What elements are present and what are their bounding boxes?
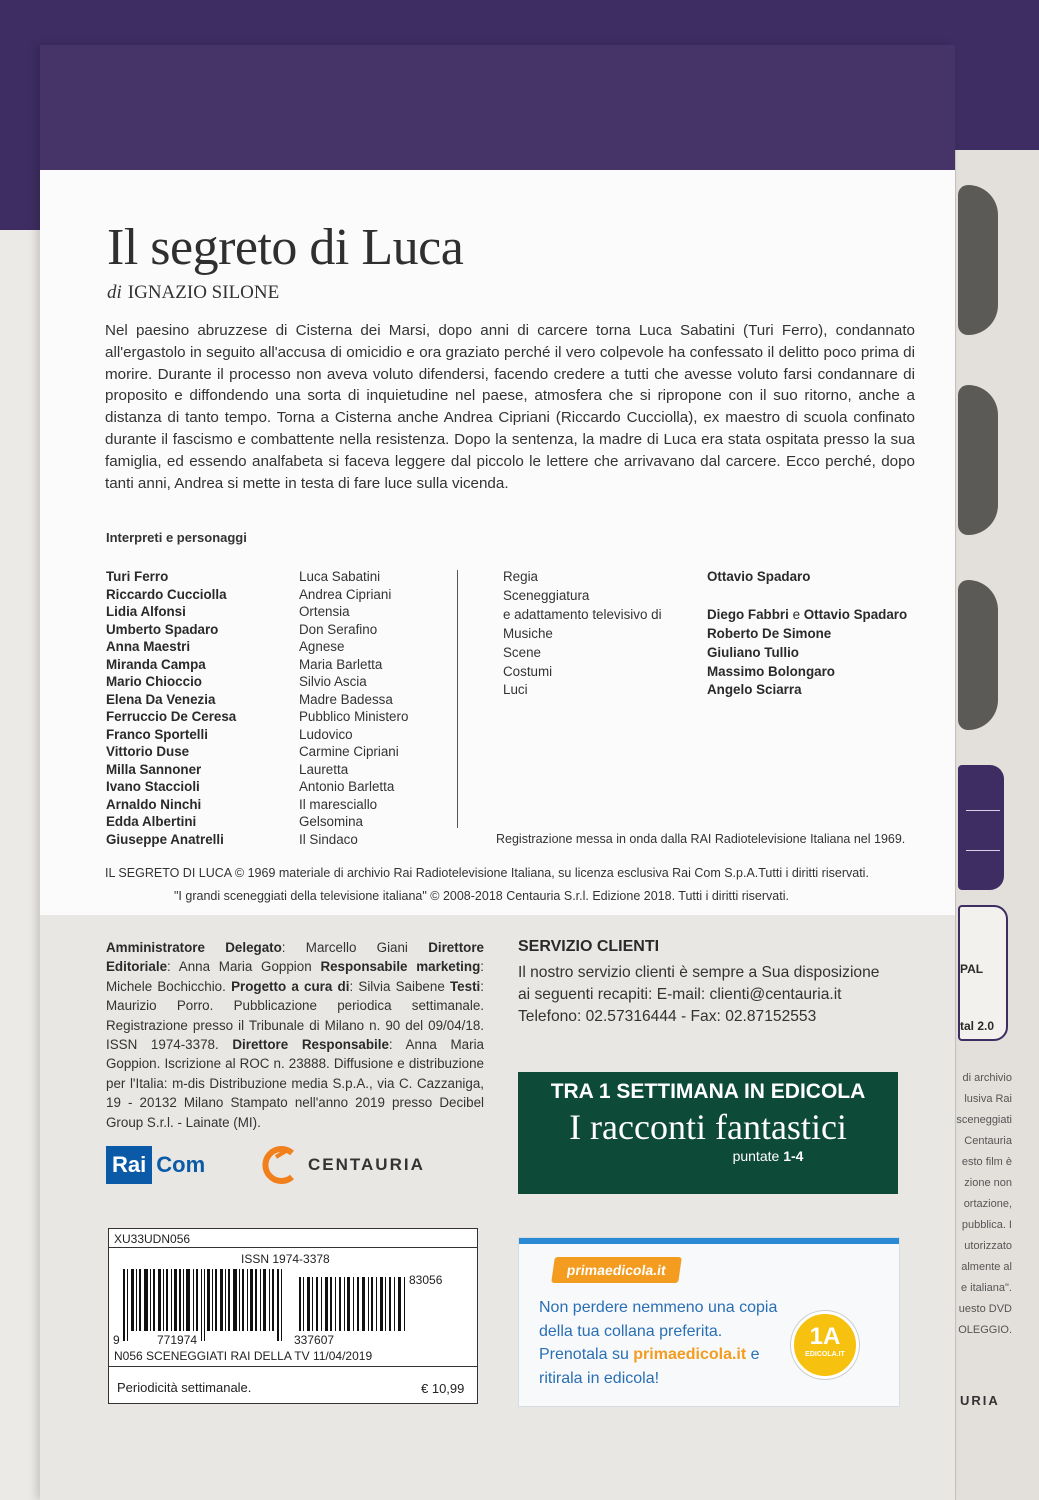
primaedicola-tab: primaedicola.it <box>551 1257 681 1283</box>
cast-actor: Lidia Alfonsi <box>106 604 186 619</box>
side-brand: URIA <box>960 1393 1000 1408</box>
cast-actor: Giuseppe Anatrelli <box>106 831 224 847</box>
side-format-box <box>958 905 1008 1041</box>
episodes-label: puntate <box>732 1148 780 1164</box>
crew-writer: Diego Fabbri <box>707 606 789 622</box>
page-title: Il segreto di Luca <box>107 219 464 276</box>
side-line: uesto DVD <box>958 1303 1012 1315</box>
raicom-logo <box>106 1143 205 1187</box>
barcode-description: N056 SCENEGGIATI RAI DELLA TV 11/04/2019 <box>114 1349 373 1363</box>
customer-service-title: SERVIZIO CLIENTI <box>518 938 660 955</box>
dvd-thumbnail <box>958 385 998 535</box>
author-prefix: di <box>107 282 122 303</box>
cast-actor: Miranda Campa <box>106 656 206 672</box>
badge-text: 1A <box>809 1323 841 1350</box>
cast-actor: Anna Maestri <box>106 639 191 654</box>
cast-role: Il Sindaco <box>299 831 358 847</box>
side-line: Centauria <box>964 1135 1012 1147</box>
ad-line: della tua collana preferita. <box>539 1322 723 1340</box>
author-name: IGNAZIO SILONE <box>127 282 280 303</box>
ad-text: Prenotala su <box>539 1346 634 1363</box>
ad-text: e <box>746 1346 760 1363</box>
customer-service-body <box>518 962 908 1028</box>
cast-actor: Franco Sportelli <box>106 726 208 742</box>
registration-note: Registrazione messa in onda dalla RAI Radiotelevisione Italiana nel 1969. <box>496 832 906 846</box>
barcode-digit: 771974 <box>157 1333 198 1347</box>
cast-roles <box>299 568 408 848</box>
barcode-box <box>108 1228 478 1404</box>
editorial-value: : Michele Bochicchio. <box>106 959 484 994</box>
service-line: Telefono: 02.57316444 - Fax: 02.87152553 <box>518 1008 817 1025</box>
crew-values <box>707 568 907 700</box>
cast-role: Ortensia <box>299 604 350 619</box>
editorial-value: : Anna Maria Goppion. Iscrizione al ROC n. 23888. Diffusione e distribuzione per l'Italia: m-dis Distribuzione media S.p.A., via C. Cazzaniga, 19 - 20132 Milano Stampato nell'anno 2019 presso Decibel Group S.r.l. - Lainate (MI). <box>106 1037 484 1130</box>
author-line <box>107 282 279 304</box>
side-line: almente al <box>961 1261 1012 1273</box>
cast-role: Agnese <box>299 639 345 654</box>
cast-role: Madre Badessa <box>299 691 393 707</box>
crew-writer: Ottavio Spadaro <box>803 606 908 622</box>
ad-line: ritirala in edicola! <box>539 1369 660 1387</box>
primaedicola-text <box>539 1296 777 1390</box>
side-purple-panel <box>958 765 1004 890</box>
next-issue-banner <box>518 1072 898 1194</box>
product-code: XU33UDN056 <box>114 1232 191 1246</box>
format-audio: tal 2.0 <box>960 1019 995 1033</box>
crew-label: e adattamento televisivo di <box>503 606 662 622</box>
barcode-digit: 9 <box>113 1333 120 1347</box>
cast-actor: Edda Albertini <box>106 814 197 829</box>
synopsis: Nel paesino abruzzese di Cisterna dei Marsi, dopo anni di carcere torna Luca Sabatini (Turi Ferro), condannato all'ergastolo in seguito all'accusa di omicidio e ora graziato perché il vero colpevole ha confessato il delitto poco prima di morire. Durante il processo non aveva voluto difendersi, facendo credere a tutti che avesse voluto farsi condannare di proposito e diffondendo una sorta di inquietudine nel paese, atmosfera che si ripropone con il suo ritorno, anche a distanza di tanto tempo. Torna a Cisterna anche Andrea Cipriani (Riccardo Cucciolla), ex maestro di scuola confinato durante il fascismo e combattente nella resistenza. Dopo la sentenza, la madre di Luca era stata ospitata presso la sua famiglia, ed essendo analfabeta si faceva leggere dal piccolo le lettere che arrivavano dal carcere. Ecco perché, dopo tanti anni, Andrea si mette in testa di fare luce sulla vicenda. <box>105 322 915 492</box>
crew-musiche: Roberto De Simone <box>707 625 832 641</box>
crew-label: Costumi <box>503 663 553 679</box>
cast-role: Antonio Barletta <box>299 779 395 794</box>
editorial-value: : Anna Maria Goppion <box>167 959 321 975</box>
cast-actor: Turi Ferro <box>106 569 169 584</box>
ad-line: Non perdere nemmeno una copia <box>539 1299 778 1316</box>
editorial-credits <box>106 938 484 1132</box>
crew-costumi: Massimo Bolongaro <box>707 663 835 679</box>
cast-role: Luca Sabatini <box>299 569 381 584</box>
crew-label: Luci <box>503 682 528 698</box>
service-line: ai seguenti recapiti: E-mail: clienti@centauria.it <box>518 986 842 1003</box>
next-issue-heading: TRA 1 SETTIMANA IN EDICOLA <box>550 1080 866 1103</box>
cast-role: Maria Barletta <box>299 656 383 672</box>
crew-label: Regia <box>503 569 538 584</box>
issn: ISSN 1974-3378 <box>241 1252 330 1266</box>
primaedicola-badge-icon <box>791 1311 859 1379</box>
editorial-label: Responsabile marketing <box>320 959 481 975</box>
dvd-thumbnail <box>958 185 998 335</box>
side-line: di archivio <box>962 1072 1012 1084</box>
crew-label: Scene <box>503 644 541 660</box>
cast-actor: Elena Da Venezia <box>106 691 216 707</box>
side-line: zione non <box>964 1177 1012 1189</box>
service-line: Il nostro servizio clienti è sempre a Sua disposizione <box>518 964 880 981</box>
price: € 10,99 <box>421 1381 465 1396</box>
ad-link: primaedicola.it <box>633 1346 747 1363</box>
barcode-addon: 83056 <box>409 1273 443 1287</box>
crew-and: e <box>792 606 801 622</box>
side-line: pubblica. I <box>961 1219 1012 1231</box>
cast-actors <box>106 568 236 848</box>
crew-sceneggiatura <box>707 606 907 625</box>
rai-logo: Rai <box>106 1146 152 1184</box>
badge-subtext: EDICOLA.IT <box>805 1351 845 1358</box>
crew-regia: Ottavio Spadaro <box>707 569 811 584</box>
side-line: OLEGGIO. <box>958 1324 1012 1336</box>
side-line: utorizzato <box>964 1240 1012 1252</box>
cast-actor: Arnaldo Ninchi <box>106 796 202 812</box>
com-logo: Com <box>156 1152 206 1177</box>
centauria-wordmark: CENTAURIA <box>308 1155 425 1174</box>
cast-actor: Vittorio Duse <box>106 744 190 759</box>
side-line: ortazione, <box>963 1198 1012 1210</box>
cast-actor: Umberto Spadaro <box>106 621 219 637</box>
column-divider <box>457 570 458 828</box>
crew-labels <box>503 568 662 700</box>
periodicity: Periodicità settimanale. <box>117 1380 252 1395</box>
format-pal: PAL <box>960 962 984 976</box>
next-issue-title: I racconti fantastici <box>569 1107 847 1147</box>
crew-label: Sceneggiatura <box>503 587 590 603</box>
cast-actor: Milla Sannoner <box>106 761 202 777</box>
cast-role: Lauretta <box>299 761 349 777</box>
cast-role: Il maresciallo <box>299 796 378 812</box>
cast-role: Pubblico Ministero <box>299 709 409 724</box>
cast-role: Andrea Cipriani <box>299 586 392 602</box>
cast-role: Don Serafino <box>299 621 378 637</box>
cast-role: Carmine Cipriani <box>299 744 399 759</box>
editorial-label: Direttore Editoriale <box>106 940 484 975</box>
centauria-mark-icon <box>262 1145 300 1185</box>
ad-top-bar <box>519 1238 899 1244</box>
copyright-line: IL SEGRETO DI LUCA © 1969 materiale di archivio Rai Radiotelevisione Italiana, su licenza esclusiva Rai Com S.p.A.Tutti i diritti riservati. <box>105 866 869 880</box>
primaedicola-ad <box>518 1237 900 1407</box>
centauria-logo <box>262 1145 425 1185</box>
barcode-digit: 337607 <box>294 1333 335 1347</box>
cover-band <box>40 45 955 170</box>
cast-heading: Interpreti e personaggi <box>106 530 247 545</box>
crew-luci: Angelo Sciarra <box>707 682 802 698</box>
cast-actor: Mario Chioccio <box>106 674 202 689</box>
editorial-label: Amministratore Delegato <box>106 940 282 955</box>
editorial-value: : Silvia Saibene <box>349 978 450 994</box>
side-line: sceneggiati <box>956 1114 1012 1126</box>
cast-actor: Ferruccio De Ceresa <box>106 709 237 724</box>
dvd-thumbnail <box>958 580 998 730</box>
editorial-value: : Maurizio Porro. Pubblicazione periodica settimanale. Registrazione presso il Tribunale di Milano n. 90 del 09/04/18. ISSN 1974-3378. <box>106 978 484 1053</box>
cast-role: Gelsomina <box>299 814 364 829</box>
barcode-icon <box>123 1269 423 1341</box>
episodes-range: 1-4 <box>783 1148 804 1164</box>
crew-label: Musiche <box>503 625 553 641</box>
crew-scene: Giuliano Tullio <box>707 644 799 660</box>
editorial-value: : Marcello Giani <box>281 940 429 955</box>
cast-actor: Riccardo Cucciolla <box>106 586 227 602</box>
cast-role: Ludovico <box>299 726 353 742</box>
editorial-label: Progetto a cura di <box>231 978 350 994</box>
editorial-label: Direttore Responsabile <box>232 1037 389 1053</box>
side-line: e italiana". <box>961 1282 1012 1294</box>
cast-actor: Ivano Staccioli <box>106 779 200 794</box>
next-issue-episodes <box>638 1148 898 1164</box>
cast-role: Silvio Ascia <box>299 674 367 689</box>
side-line: lusiva Rai <box>964 1093 1012 1105</box>
side-line: esto film è <box>961 1156 1012 1168</box>
editorial-label: Testi <box>450 978 481 994</box>
ad-line <box>539 1343 777 1367</box>
copyright-line: "I grandi sceneggiati della televisione italiana" © 2008-2018 Centauria S.r.l. Edizione 2018. Tutti i diritti riservati. <box>174 889 789 903</box>
